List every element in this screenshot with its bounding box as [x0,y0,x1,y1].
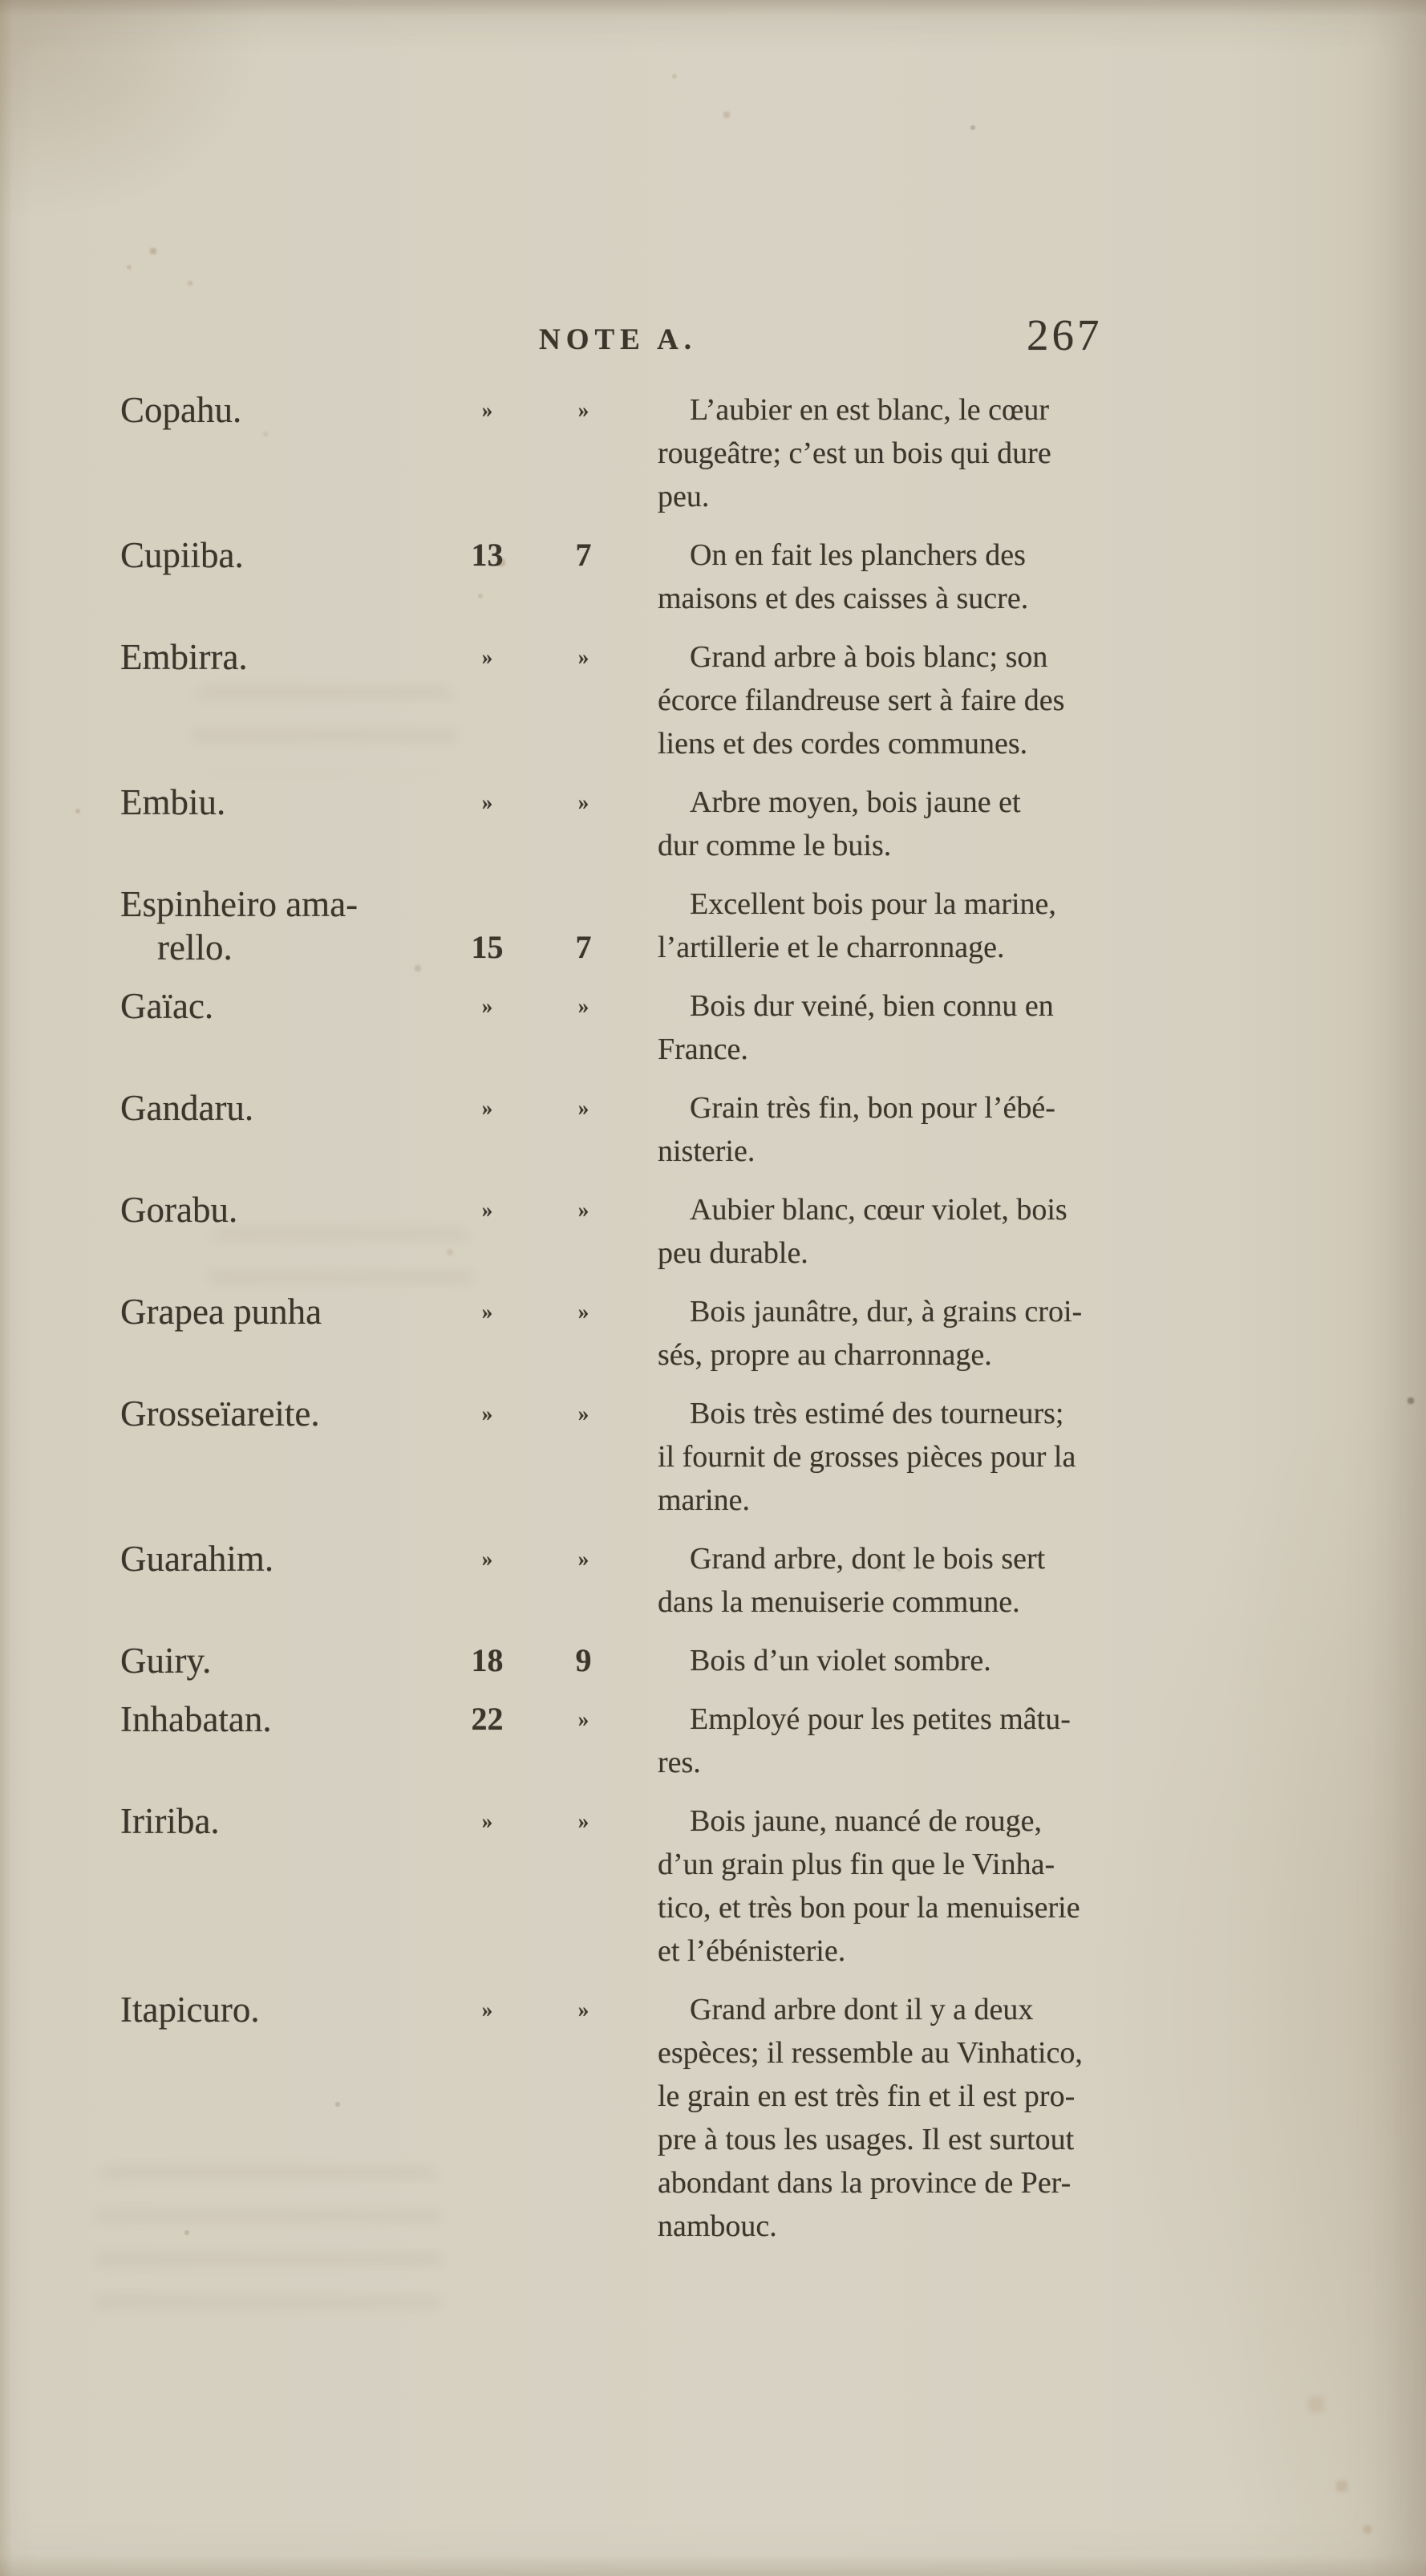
wood-description [634,1639,1227,1682]
wood-description [634,1537,1227,1624]
table-row [120,781,1323,867]
wood-description-line: France. [658,1032,748,1066]
wood-name-line: Iririba. [120,1801,220,1841]
table-row [120,1086,1323,1173]
wood-name [120,1392,441,1522]
col1-value: » [481,1300,493,1324]
wood-description-line: Bois d’un violet sombre. [690,1644,991,1677]
col1-value: 13 [471,537,504,573]
table-row [120,1698,1323,1784]
wood-name [120,1290,441,1377]
wood-name-line: Gaïac. [120,986,214,1026]
wood-name [120,1698,441,1784]
wood-description-line: Aubier blanc, cœur violet, bois [690,1193,1067,1227]
table-row [120,1290,1323,1377]
col1-value: » [481,398,493,422]
wood-description-line: Grand arbre à bois blanc; son [690,640,1048,674]
col1-value: » [481,1198,493,1222]
table-row [120,1639,1323,1682]
wood-description [634,388,1227,518]
wood-description-line: Excellent bois pour la marine, [690,887,1056,921]
col2-value: 7 [575,537,592,573]
wood-name [120,388,441,518]
wood-description [634,1698,1227,1784]
col1-value: » [481,994,493,1018]
col2-value: 9 [575,1642,592,1678]
table-row [120,533,1323,620]
wood-description-line: écorce filandreuse sert à faire des [658,684,1065,717]
wood-description [634,1799,1227,1973]
wood-description-line: l’artillerie et le charronnage. [658,931,1005,964]
col1-value: » [481,1809,493,1833]
wood-name-line: Embiu. [120,782,226,822]
wood-name-line: Guiry. [120,1641,212,1681]
wood-description-line: On en fait les planchers des [690,538,1026,572]
wood-description-line: Employé pour les petites mâtu- [690,1702,1071,1736]
table-row [120,882,1323,969]
wood-name [120,1537,441,1624]
wood-description [634,1988,1227,2248]
wood-description-line: Grand arbre, dont le bois sert [690,1542,1046,1576]
wood-description [634,1290,1227,1377]
col2-value: » [577,1998,589,2022]
wood-name [120,1799,441,1973]
table-row [120,1988,1323,2248]
wood-description [634,1086,1227,1173]
wood-description-line: il fournit de grosses pièces pour la [658,1440,1076,1474]
wood-name [120,984,441,1071]
table-row [120,388,1323,518]
col1-value: » [481,1402,493,1426]
wood-name-line: Grosseïareite. [120,1393,320,1434]
wood-name [120,1188,441,1275]
wood-name [120,1639,441,1682]
wood-description [634,1392,1227,1522]
col2-value: » [577,1402,589,1426]
wood-description-line: Arbre moyen, bois jaune et [690,785,1021,819]
table-row [120,635,1323,765]
wood-name-line: Guarahim. [120,1539,274,1579]
wood-name [120,533,441,620]
wood-name-line: Grapea punha [120,1292,322,1332]
wood-description-line: liens et des cordes communes. [658,727,1028,761]
col1-value: 15 [471,929,504,965]
running-head-title: NOTE A. [539,323,698,356]
wood-name-line: Gandaru. [120,1088,254,1128]
table-row [120,1537,1323,1624]
col2-value: » [577,398,589,422]
col2-value: » [577,1096,589,1120]
table-row [120,1392,1323,1522]
wood-description [634,635,1227,765]
wood-name-line: Copahu. [120,390,242,430]
wood-description-line: et l’ébénisterie. [658,1934,846,1968]
wood-description [634,984,1227,1071]
wood-name [120,1086,441,1173]
wood-description [634,882,1227,969]
wood-description-line: peu durable. [658,1236,808,1270]
wood-name [120,882,441,969]
wood-name-line: rello. [157,927,233,968]
col1-value: » [481,1998,493,2022]
table-row [120,984,1323,1071]
wood-name-line: Embirra. [120,637,248,677]
wood-name-line: Itapicuro. [120,1990,260,2030]
col1-value: 18 [471,1642,504,1678]
col2-value: » [577,1300,589,1324]
col1-value: » [481,1547,493,1571]
wood-description-line: res. [658,1746,701,1779]
col2-value: » [577,1707,589,1731]
wood-name [120,781,441,867]
col2-value: » [577,790,589,814]
wood-description-line: Bois très estimé des tourneurs; [690,1397,1064,1430]
wood-description-line: abondant dans la province de Per- [658,2166,1072,2200]
wood-description [634,533,1227,620]
col2-value: » [577,1198,589,1222]
table-row [120,1799,1323,1973]
wood-name [120,1988,441,2248]
wood-description-line: Bois dur veiné, bien connu en [690,989,1054,1023]
wood-description-line: rougeâtre; c’est un bois qui dure [658,436,1051,470]
col1-value: 22 [471,1701,504,1737]
wood-description-line: espèces; il ressemble au Vinhatico, [658,2036,1083,2070]
wood-description [634,781,1227,867]
wood-description-line: Grand arbre dont il y a deux [690,1993,1034,2026]
wood-name-line: Espinheiro ama- [120,884,359,924]
wood-description-line: Bois jaune, nuancé de rouge, [690,1804,1042,1838]
wood-description-line: tico, et très bon pour la menuiserie [658,1891,1080,1925]
col2-value: » [577,1547,589,1571]
wood-description-line: dur comme le buis. [658,829,892,862]
col1-value: » [481,1096,493,1120]
wood-description-line: le grain en est très fin et il est pro- [658,2079,1076,2113]
wood-description-line: dans la menuiserie commune. [658,1585,1020,1619]
wood-description-line: d’un grain plus fin que le Vinha- [658,1848,1055,1881]
page-number: 267 [1027,310,1103,359]
table-row [120,1188,1323,1275]
wood-description-line: peu. [658,480,710,513]
wood-name-line: Cupiiba. [120,535,244,575]
wood-name [120,635,441,765]
col2-value: 7 [575,929,592,965]
wood-description-line: nambouc. [658,2209,777,2243]
col2-value: » [577,1809,589,1833]
wood-description-line: marine. [658,1483,751,1517]
wood-description-line: maisons et des caisses à sucre. [658,582,1029,615]
wood-description-line: sés, propre au charronnage. [658,1338,992,1372]
wood-description [634,1188,1227,1275]
foxing-specks [0,0,2,2]
wood-description-line: Grain très fin, bon pour l’ébé- [690,1091,1055,1125]
col1-value: » [481,645,493,669]
wood-name-line: Gorabu. [120,1190,238,1230]
wood-name-line: Inhabatan. [120,1699,272,1739]
col2-value: » [577,994,589,1018]
col1-value: » [481,790,493,814]
wood-table [120,388,1323,2263]
wood-description-line: pre à tous les usages. Il est surtout [658,2123,1075,2156]
wood-description-line: nisterie. [658,1134,756,1168]
wood-description-line: Bois jaunâtre, dur, à grains croi- [690,1295,1083,1329]
col2-value: » [577,645,589,669]
wood-description-line: L’aubier en est blanc, le cœur [690,393,1050,427]
